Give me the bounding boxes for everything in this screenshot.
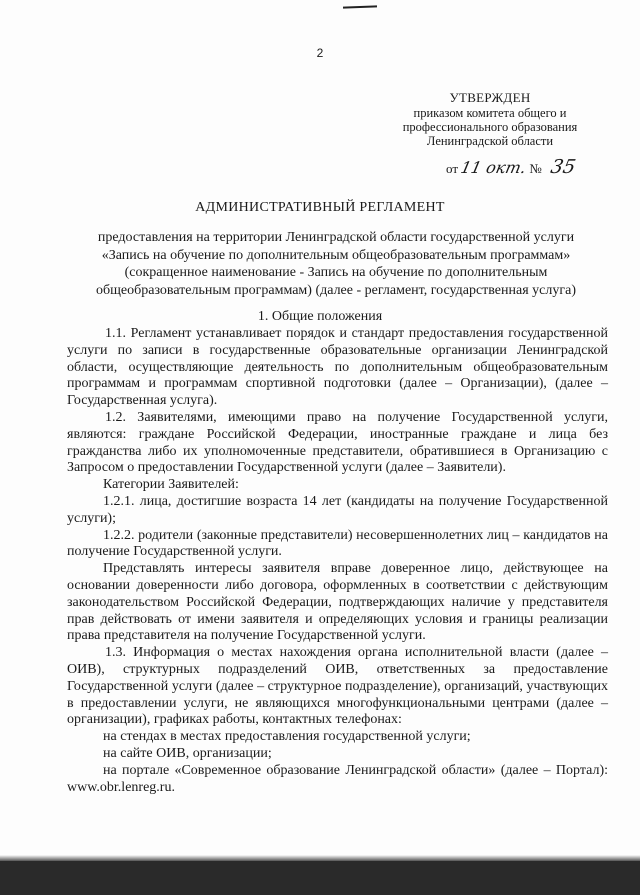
paragraph: 1.1. Регламент устанавливает порядок и стандарт предоставления государственной услуги по записи в государственные образовательные организации Ленинградской области, осуществляющие деятельность по дополнительным общеобразовательным программам и программам спортивной подготовки (далее – Организации), (далее – Государственная услуга). [67,326,608,409]
section-title: 1. Общие положения [257,309,383,324]
paragraph: Представлять интересы заявителя вправе доверенное лицо, действующее на основании доверенности либо договора, оформленных в соответствии с действующим законодательством Российской Федерации, подтверждающих наличие у представителя прав действовать от имени заявителя и определяющих условия и границы реализации права представителя на получение Государственной услуги. [67,561,608,644]
handwritten-date: 11 окт. [459,158,529,177]
paragraph: на портале «Современное образование Ленинградской области» (далее – Портал): www.obr.lenreg.ru. [67,762,608,795]
approval-heading: УТВЕРЖДЕН [449,90,531,105]
approval-line: профессионального образования [402,120,578,134]
approval-date-line [446,156,578,178]
approval-line: приказом комитета общего и [413,106,567,120]
paragraph: 1.2.1. лица, достигшие возраста 14 лет (кандидаты на получение Государственной услуги); [67,493,608,526]
page-number: 2 [316,46,324,60]
document-body [67,326,608,796]
subtitle-line: «Запись на обучение по дополнительным общеобразовательным программам» [101,247,571,263]
handwritten-number: 35 [548,156,578,178]
paragraph: на сайте ОИВ, организации; [103,745,272,761]
number-prefix: № [529,161,542,176]
subtitle-line: общеобразовательным программам) (далее - регламент, государственная услуга) [96,282,576,298]
scan-edge [0,861,640,895]
paragraph: Категории Заявителей: [103,477,239,493]
paragraph: 1.2. Заявителями, имеющими право на получение Государственной услуги, являются: граждане Российской Федерации, иностранные граждане и лица без гражданства либо их уполномоченные представители, обратившиеся в Организацию с Запросом о предоставлении Государственной услуги (далее – Заявители). [67,409,608,476]
paragraph: 1.3. Информация о местах нахождения органа исполнительной власти (далее – ОИВ), структурных подразделений ОИВ, ответственных за предоставление Государственной услуги (далее – структурное подразделение), организаций, участвующих в предоставлении услуги, не являющихся многофункциональными центрами (далее – организации), графиках работы, контактных телефонах: [67,645,608,728]
date-prefix: от [446,161,459,176]
subtitle-line: предоставления на территории Ленинградской области государственной услуги [97,230,575,245]
approval-line: Ленинградской области [426,134,554,148]
scan-mark [343,5,377,8]
document-subtitle [62,229,610,299]
document-title: АДМИНИСТРАТИВНЫЙ РЕГЛАМЕНТ [195,200,445,215]
subtitle-line: (сокращенное наименование - Запись на обучение по дополнительным [124,265,548,280]
paragraph: на стендах в местах предоставления государственной услуги; [103,729,471,745]
paragraph: 1.2.2. родители (законные представители) несовершеннолетних лиц – кандидатов на получение Государственной услуги. [67,527,608,560]
approval-block [390,91,590,148]
